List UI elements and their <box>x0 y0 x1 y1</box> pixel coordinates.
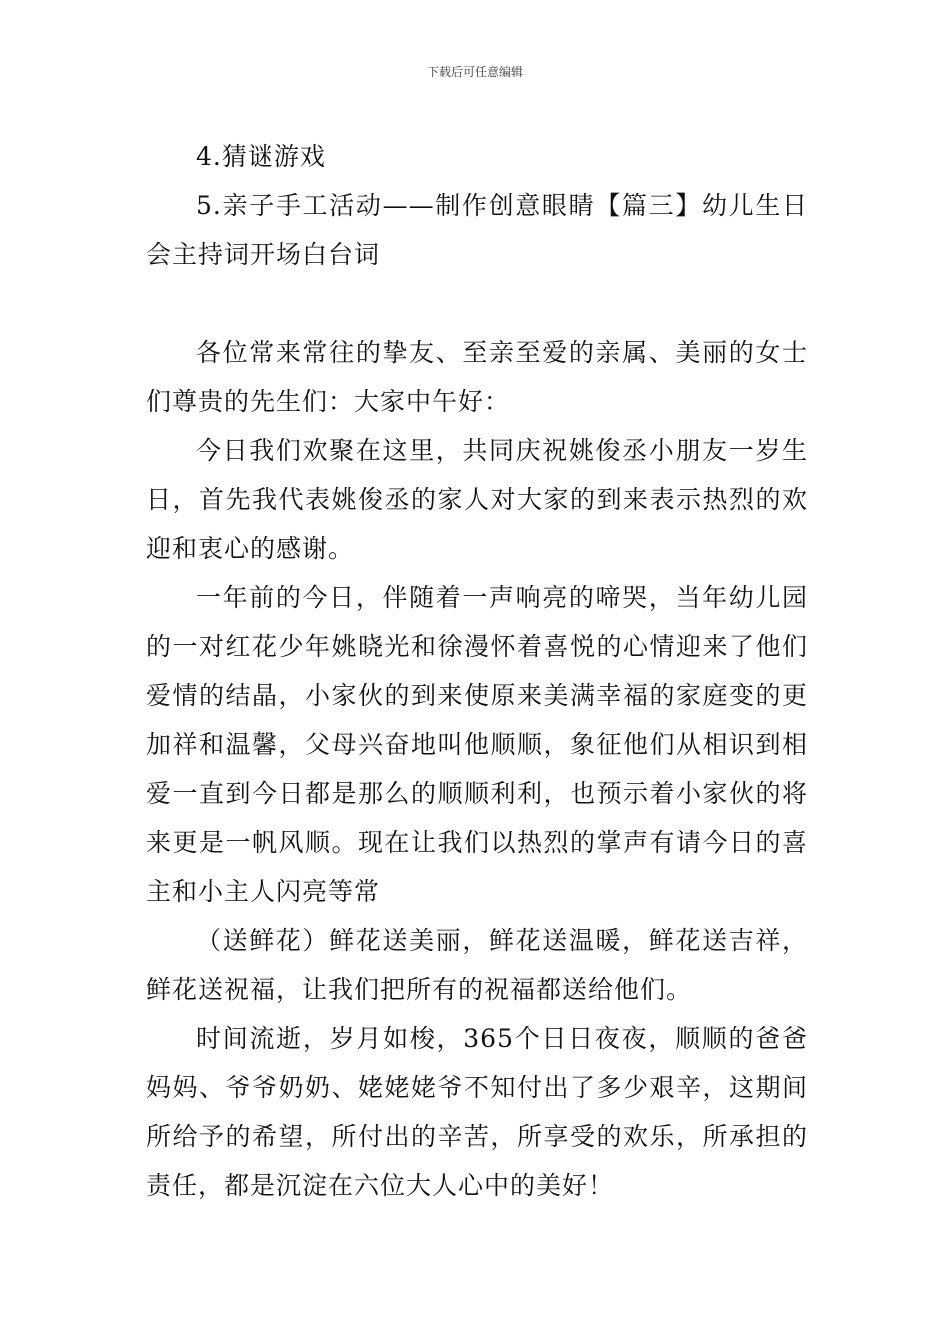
list-item-handcraft-section-title: 5.亲子手工活动——制作创意眼睛【篇三】幼儿生日会主持词开场白台词 <box>146 191 808 269</box>
paragraph-welcome: 今日我们欢聚在这里，共同庆祝姚俊丞小朋友一岁生日，首先我代表姚俊丞的家人对大家的到来表示热烈的欢迎和衷心的感谢。 <box>146 436 808 563</box>
paragraph-flowers: （送鲜花）鲜花送美丽，鲜花送温暖，鲜花送吉祥，鲜花送祝福，让我们把所有的祝福都送给他们。 <box>146 926 808 1004</box>
paragraph-time: 时间流逝，岁月如梭，365个日日夜夜，顺顺的爸爸妈妈、爷爷奶奶、姥姥姥爷不知付出了多少艰辛，这期间所给予的希望，所付出的辛苦，所享受的欢乐，所承担的责任，都是沉淀在六位大人心中的美好！ <box>146 1024 808 1200</box>
paragraph-story: 一年前的今日，伴随着一声响亮的啼哭，当年幼儿园的一对红花少年姚晓光和徐漫怀着喜悦的心情迎来了他们爱情的结晶，小家伙的到来使原来美满幸福的家庭变的更加祥和温馨，父母兴奋地叫他顺顺，象征他们从相识到相爱一直到今日都是那么的顺顺利利，也预示着小家伙的将来更是一帆风顺。现在让我们以热烈的掌声有请今日的喜主和小主人闪亮等常 <box>146 583 808 906</box>
paragraph-greeting: 各位常来常往的挚友、至亲至爱的亲属、美丽的女士们尊贵的先生们：大家中午好： <box>146 338 808 416</box>
document-body <box>146 132 808 1210</box>
page-header: 下载后可任意编辑 <box>426 65 523 79</box>
list-item-guessing-game: 4.猜谜游戏 <box>196 142 326 171</box>
